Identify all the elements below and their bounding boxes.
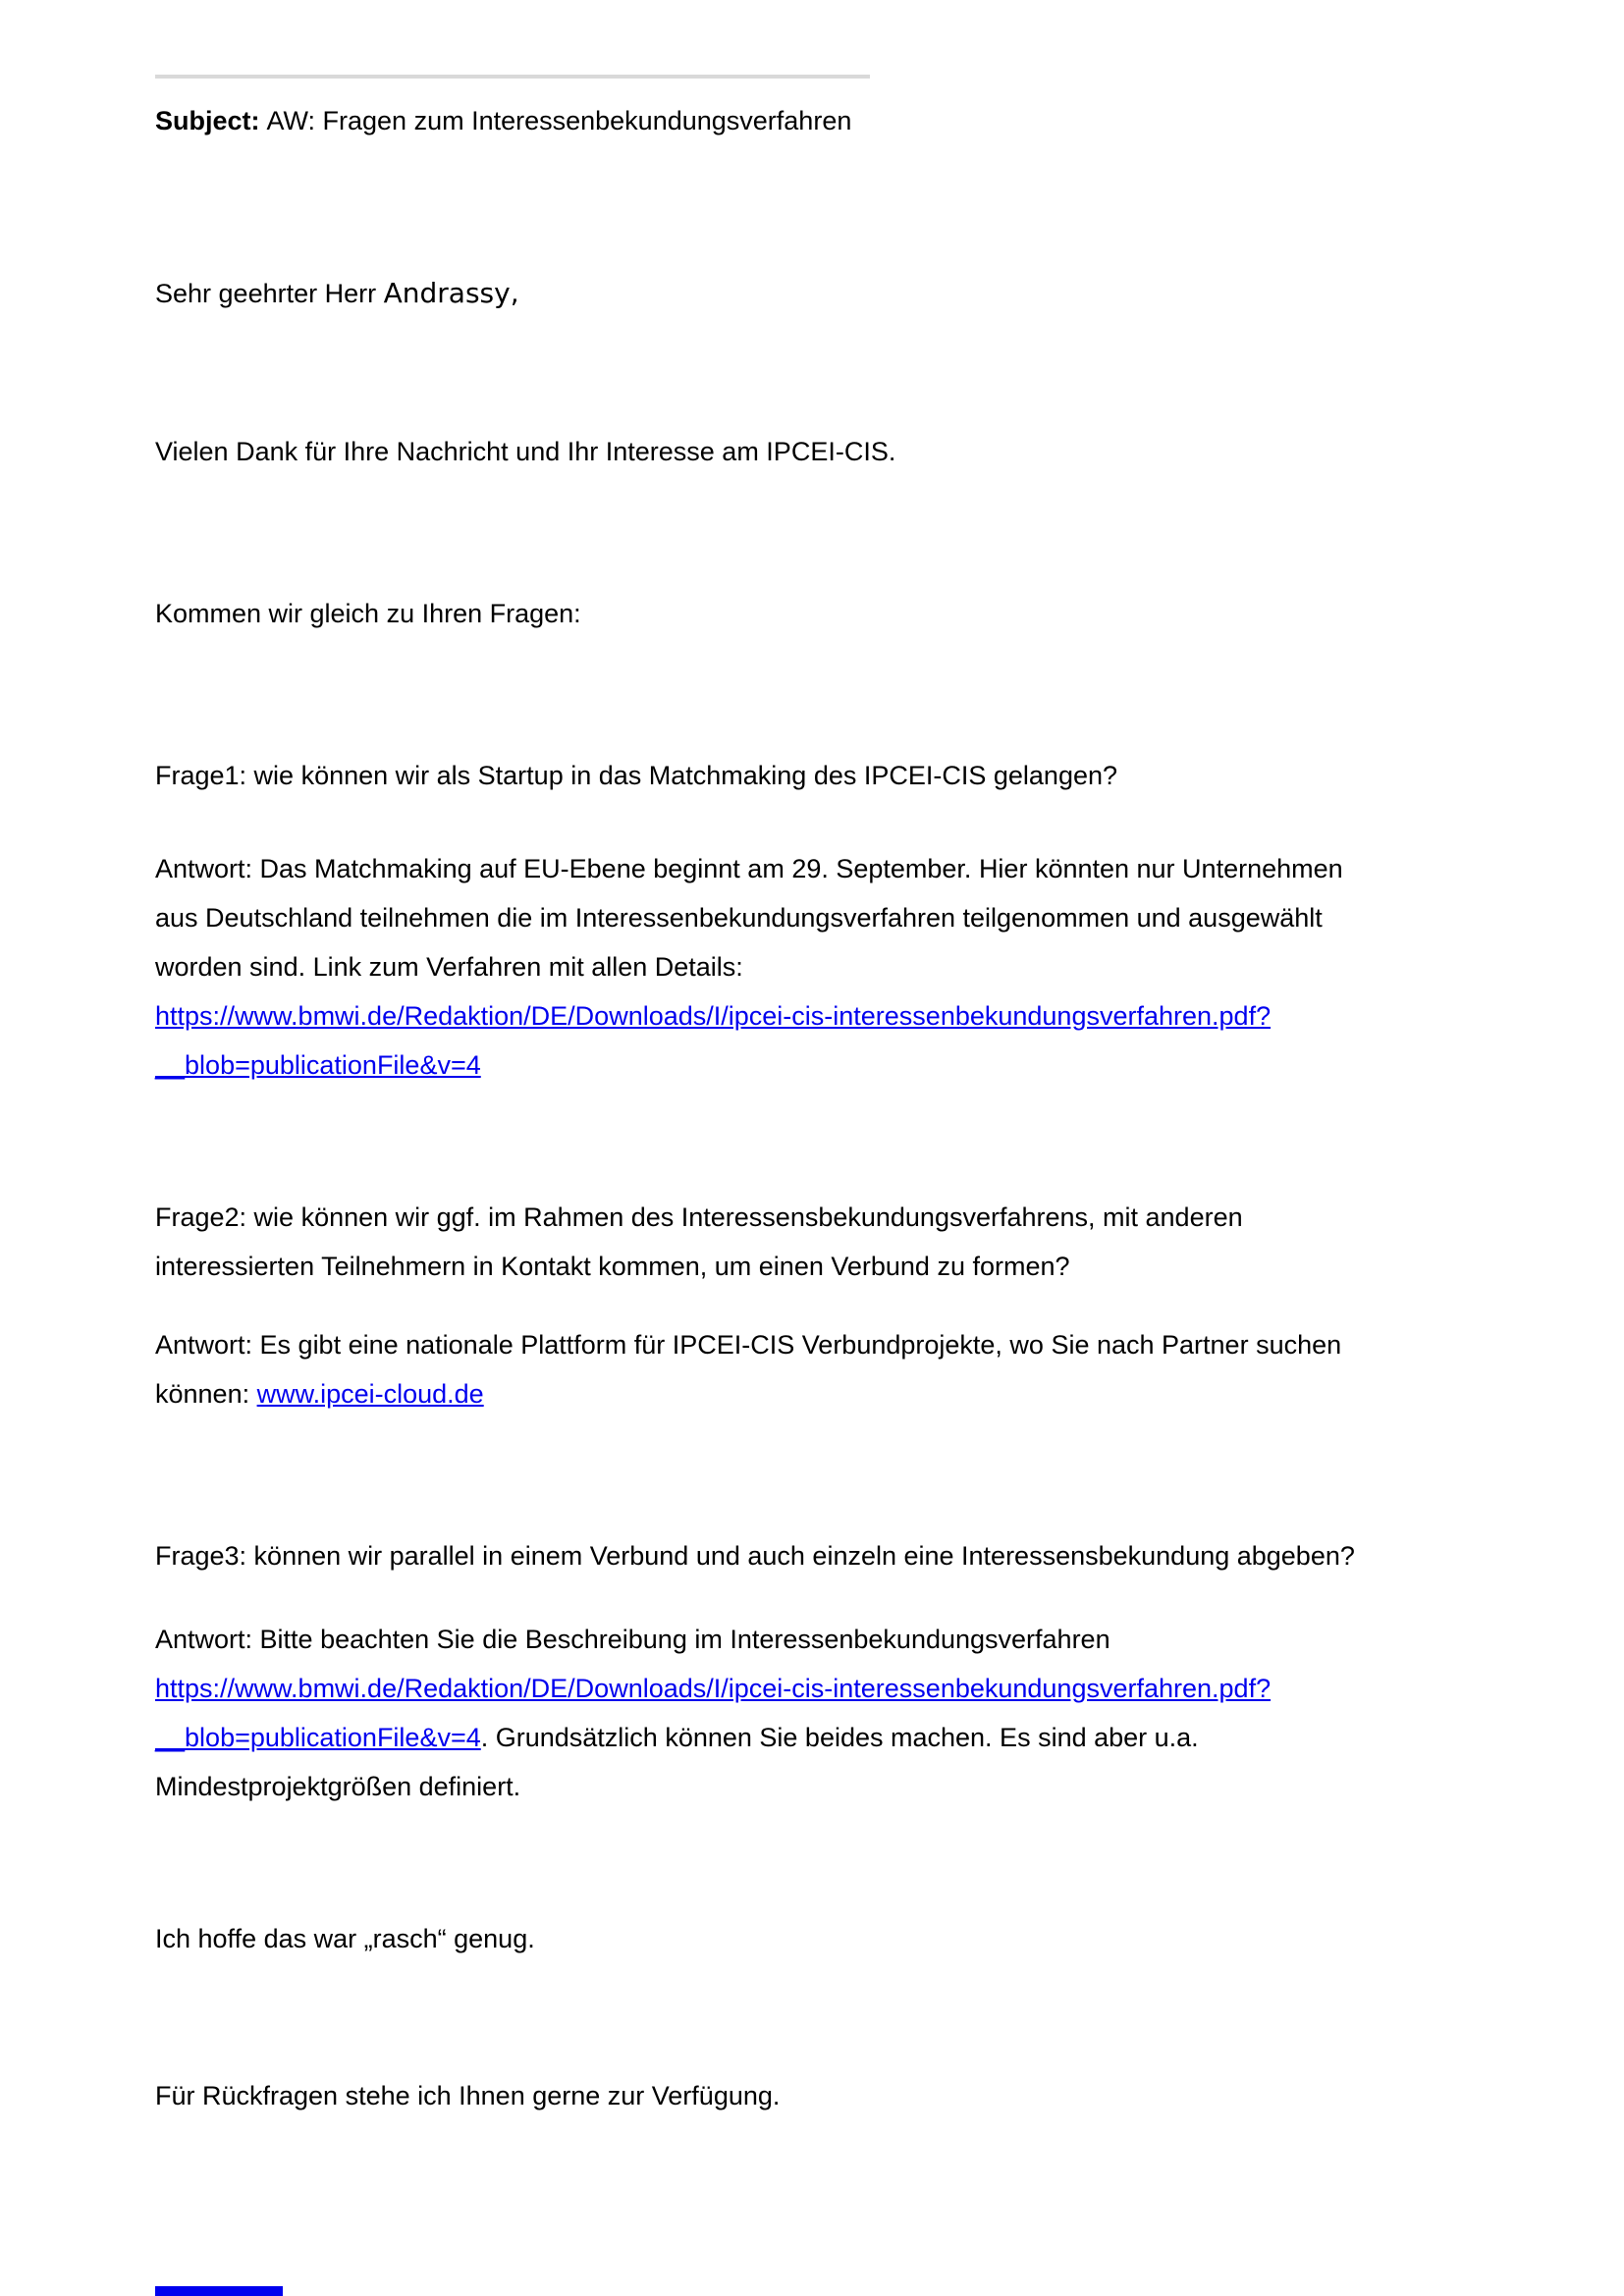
answer-3 — [155, 1615, 1526, 1811]
subject-value: AW: Fragen zum Interessenbekundungsverfahren — [266, 106, 852, 135]
answer-1-line-2: aus Deutschland teilnehmen die im Interessenbekundungsverfahren teilgenommen und ausgewählt — [155, 903, 1323, 933]
cutoff-link-fragment[interactable] — [155, 2286, 283, 2296]
question-2 — [155, 1193, 1526, 1291]
question-2-line-2: interessierten Teilnehmern in Kontakt kommen, um einen Verbund zu formen? — [155, 1252, 1070, 1281]
bmwi-pdf-link-line-2: __blob=publicationFile&v=4 — [155, 1050, 481, 1080]
greeting-prefix: Sehr geehrter Herr — [155, 279, 384, 308]
bmwi-pdf-link-2-line-2: __blob=publicationFile&v=4 — [155, 1723, 481, 1752]
recipient-name: Andrassy, — [383, 277, 519, 309]
question-2-line-1: Frage2: wie können wir ggf. im Rahmen des Interessensbekundungsverfahrens, mit anderen — [155, 1202, 1243, 1232]
answer-2 — [155, 1320, 1526, 1418]
intro-paragraph: Kommen wir gleich zu Ihren Fragen: — [155, 599, 581, 628]
greeting-line — [155, 269, 1526, 318]
bmwi-pdf-link-line-1: https://www.bmwi.de/Redaktion/DE/Downloads/I/ipcei-cis-interessenbekundungsverfahren.pdf? — [155, 1001, 1272, 1031]
answer-2-line-1: Antwort: Es gibt eine nationale Plattform für IPCEI-CIS Verbundprojekte, wo Sie nach Partner suchen — [155, 1330, 1342, 1360]
answer-3-last-line: Mindestprojektgrößen definiert. — [155, 1772, 521, 1801]
answer-3-intro: Antwort: Bitte beachten Sie die Beschreibung im Interessenbekundungsverfahren — [155, 1625, 1110, 1654]
hope-paragraph: Ich hoffe das war „rasch“ genug. — [155, 1924, 535, 1953]
bmwi-pdf-link-2-line-1: https://www.bmwi.de/Redaktion/DE/Downloads/I/ipcei-cis-interessenbekundungsverfahren.pdf? — [155, 1674, 1272, 1703]
subject-label: Subject: — [155, 106, 260, 135]
bmwi-pdf-link[interactable] — [155, 1001, 1271, 1080]
closing-paragraph: Für Rückfragen stehe ich Ihnen gerne zur Verfügung. — [155, 2081, 781, 2110]
question-3: Frage3: können wir parallel in einem Verbund und auch einzeln eine Interessensbekundung abgeben? — [155, 1541, 1355, 1571]
header-divider — [155, 75, 870, 79]
answer-1 — [155, 844, 1526, 1090]
answer-2-line-2-prefix: können: — [155, 1379, 257, 1409]
answer-1-line-1: Antwort: Das Matchmaking auf EU-Ebene beginnt am 29. September. Hier könnten nur Unternehmen — [155, 854, 1343, 883]
thanks-paragraph: Vielen Dank für Ihre Nachricht und Ihr Interesse am IPCEI-CIS. — [155, 437, 896, 466]
answer-3-after-link: . Grundsätzlich können Sie beides machen. Es sind aber u.a. — [480, 1723, 1199, 1752]
question-1: Frage1: wie können wir als Startup in das Matchmaking des IPCEI-CIS gelangen? — [155, 761, 1118, 790]
ipcei-cloud-link[interactable]: www.ipcei-cloud.de — [256, 1379, 484, 1409]
subject-line — [155, 96, 1526, 145]
answer-1-line-3: worden sind. Link zum Verfahren mit allen Details: — [155, 952, 743, 982]
